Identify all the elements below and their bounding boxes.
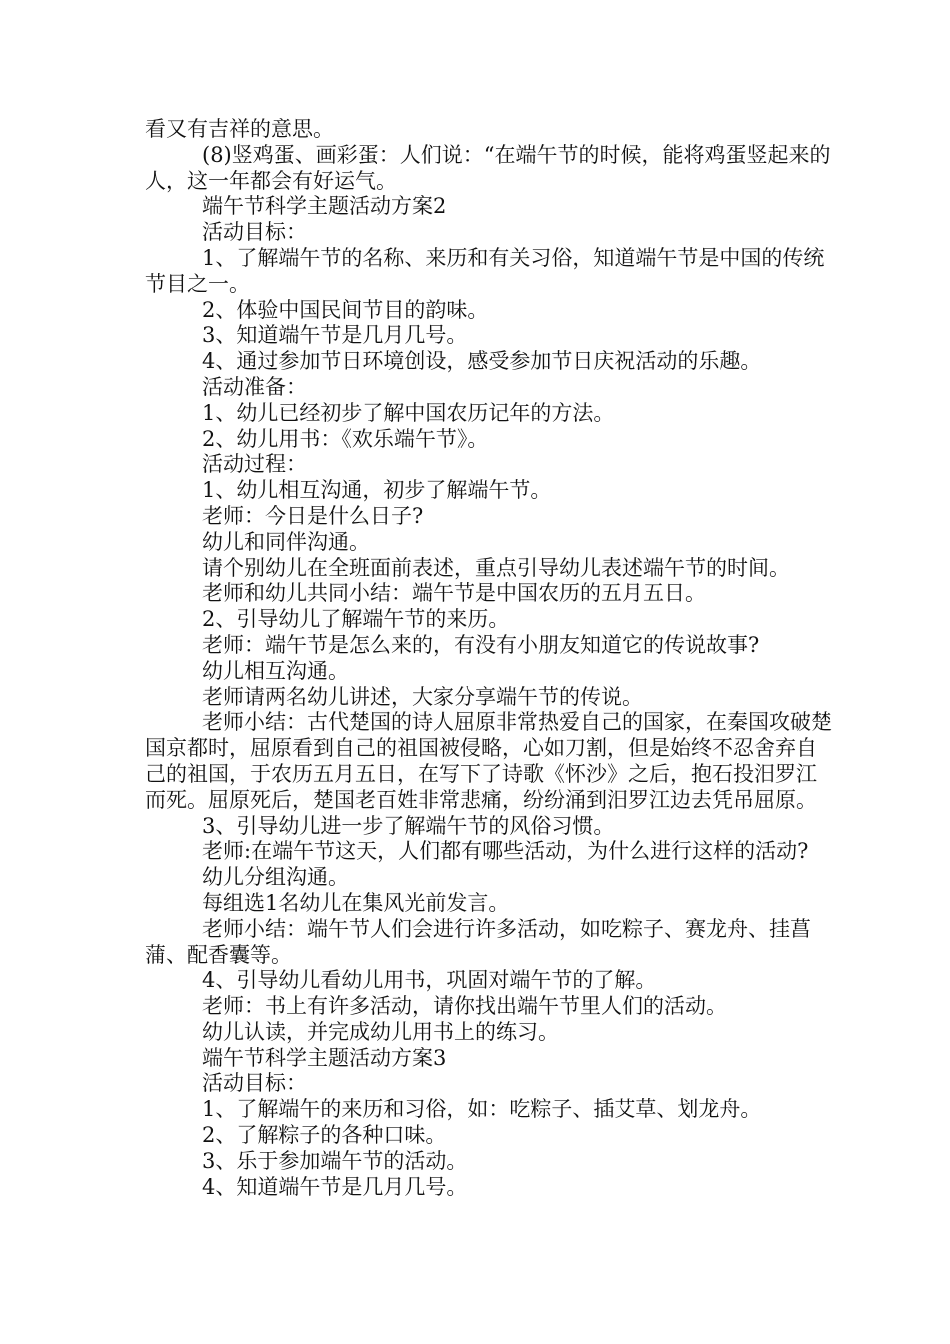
paragraph: 老师：端午节是怎么来的，有没有小朋友知道它的传说故事? [202,632,760,657]
paragraph: 看又有吉祥的意思。 [145,117,334,141]
paragraph: 老师：书上有许多活动，请你找出端午节里人们的活动。 [202,994,727,1019]
paragraph: 请个别幼儿在全班面前表述，重点引导幼儿表述端午节的时间。 [202,555,790,580]
list-item: 4、通过参加节日环境创设，感受参加节日庆祝活动的乐趣。 [202,349,762,374]
paragraph: 老师和幼儿共同小结：端午节是中国农历的五月五日。 [202,581,706,606]
paragraph: 老师小结：端午节人们会进行许多活动，如吃粽子、赛龙舟、挂菖蒲、配香囊等。 [145,916,811,967]
paragraph: 幼儿分组沟通。 [202,865,349,890]
list-item: 3、乐于参加端午节的活动。 [202,1148,468,1173]
subheading: 活动目标： [202,1071,307,1096]
paragraph: 幼儿相互沟通。 [202,658,349,683]
list-item: 4、引导幼儿看幼儿用书，巩固对端午节的了解。 [202,968,657,993]
list-item: 2、引导幼儿了解端午节的来历。 [202,607,510,632]
paragraph: 老师小结：古代楚国的诗人屈原非常热爱自己的国家，在秦国攻破楚国京都时，屈原看到自己的祖国被侵略，心如刀割，但是始终不忍舍弃自己的祖国，于农历五月五日，在写下了诗歌《怀沙》之后，抱石投汨罗江而死。屈原死后，楚国老百姓非常悲痛，纷纷涌到汨罗江边去凭吊屈原。 [145,710,832,812]
section-heading: 端午节科学主题活动方案2 [202,194,447,219]
list-item: 1、幼儿已经初步了解中国农历记年的方法。 [202,400,615,425]
paragraph: 幼儿认读，并完成幼儿用书上的练习。 [202,1019,559,1044]
subheading: 活动过程： [202,452,307,477]
subheading: 活动目标： [202,220,307,245]
list-item: 2、了解粽子的各种口味。 [202,1123,447,1148]
paragraph: 老师:在端午节这天，人们都有哪些活动，为什么进行这样的活动? [202,839,809,864]
list-item: 1、了解端午节的名称、来历和有关习俗，知道端午节是中国的传统节目之一。 [145,245,825,296]
document-body [145,117,835,1200]
list-item: 1、了解端午的来历和习俗，如：吃粽子、插艾草、划龙舟。 [202,1097,762,1122]
paragraph: 每组选1名幼儿在集风光前发言。 [202,890,510,915]
paragraph: 幼儿和同伴沟通。 [202,529,370,554]
list-item: 1、幼儿相互沟通，初步了解端午节。 [202,478,552,503]
list-item: 3、引导幼儿进一步了解端午节的风俗习惯。 [202,813,615,838]
paragraph: 老师：今日是什么日子? [202,503,424,528]
list-item: 2、体验中国民间节目的韵味。 [202,297,489,322]
subheading: 活动准备： [202,374,307,399]
list-item: 3、知道端午节是几月几号。 [202,323,468,348]
list-item: 4、知道端午节是几月几号。 [202,1174,468,1199]
paragraph: (8)竖鸡蛋、画彩蛋：人们说：“在端午节的时候，能将鸡蛋竖起来的人，这一年都会有好运气。 [145,142,831,193]
list-item: 2、幼儿用书：《欢乐端午节》。 [202,426,489,451]
paragraph: 老师请两名幼儿讲述，大家分享端午节的传说。 [202,684,643,709]
section-heading: 端午节科学主题活动方案3 [202,1045,447,1070]
